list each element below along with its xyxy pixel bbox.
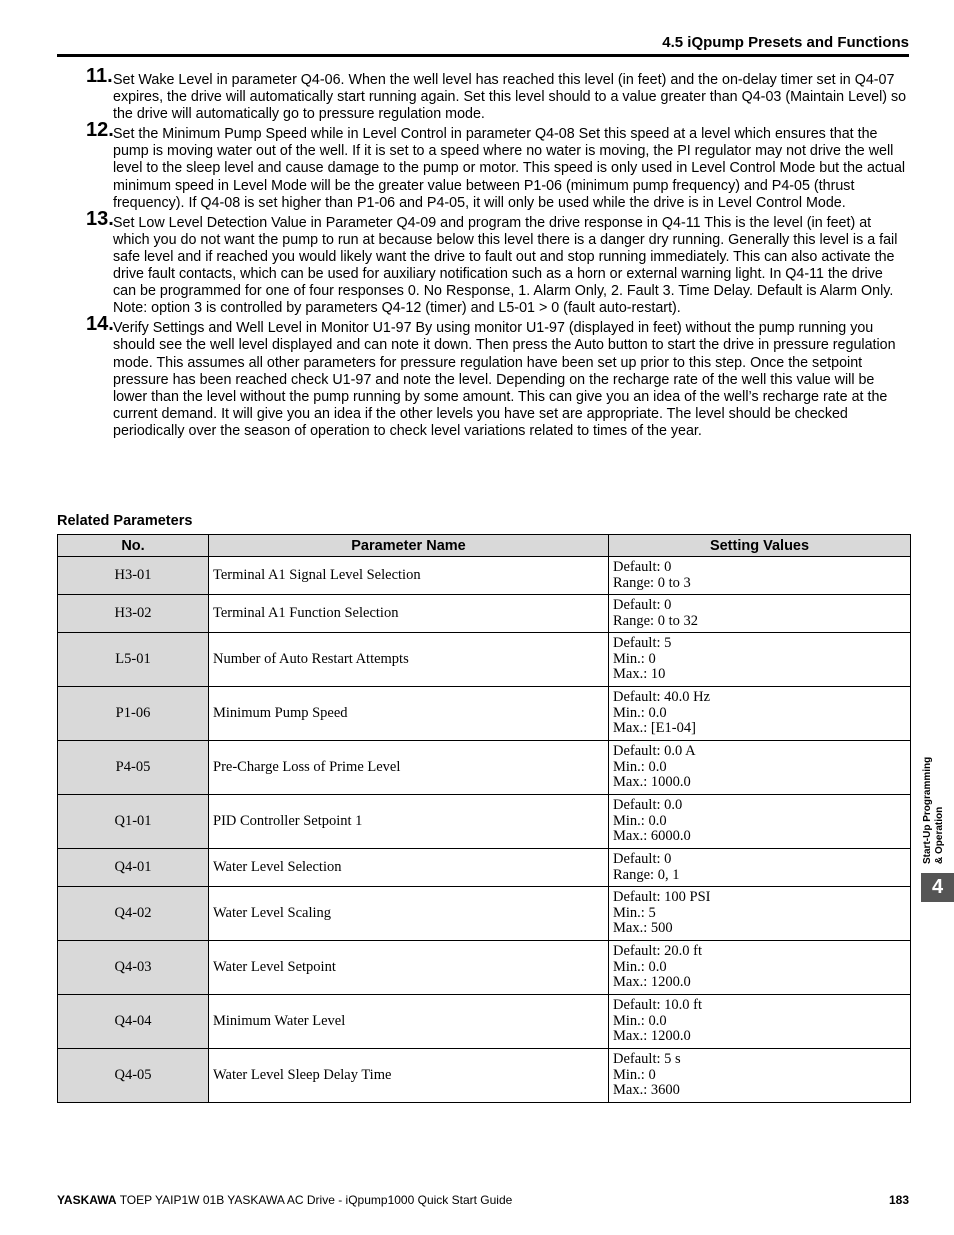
table-row bbox=[58, 687, 911, 741]
parameter-number: L5-01 bbox=[58, 633, 209, 687]
setting-value-line: Default: 40.0 Hz bbox=[613, 688, 711, 705]
setting-value-line: Default: 10.0 ft bbox=[613, 996, 702, 1013]
table-row bbox=[58, 849, 911, 887]
setting-value-line: Min.: 0.0 bbox=[613, 704, 667, 721]
setting-values bbox=[609, 1049, 911, 1103]
table-row bbox=[58, 557, 911, 595]
footer-text: TOEP YAIP1W 01B YASKAWA AC Drive - iQpump1000 Quick Start Guide bbox=[116, 1193, 513, 1207]
table-row bbox=[58, 941, 911, 995]
parameter-name: Minimum Water Level bbox=[209, 995, 609, 1049]
parameter-name: Terminal A1 Signal Level Selection bbox=[209, 557, 609, 595]
table-row bbox=[58, 595, 911, 633]
column-header-no: No. bbox=[58, 535, 209, 557]
parameter-name: PID Controller Setpoint 1 bbox=[209, 795, 609, 849]
step-number: 12. bbox=[86, 119, 114, 142]
setting-values bbox=[609, 595, 911, 633]
parameter-number: P4-05 bbox=[58, 741, 209, 795]
header-rule bbox=[57, 54, 909, 57]
chapter-number-badge: 4 bbox=[921, 873, 954, 902]
setting-value-line: Default: 0.0 A bbox=[613, 742, 696, 759]
step-text: Set Wake Level in parameter Q4-06. When the well level has reached this level (in feet) and the on-delay timer set in Q4-07 expires, the drive will automatically start running again. Set this level should to a value greater than Q4-03 (Maintain Level) so the drive will automatically go to pressure regulation mode. bbox=[113, 72, 907, 123]
parameter-number: Q4-01 bbox=[58, 849, 209, 887]
setting-value-line: Max.: 6000.0 bbox=[613, 828, 691, 845]
setting-values bbox=[609, 887, 911, 941]
setting-value-line: Range: 0, 1 bbox=[613, 866, 680, 883]
setting-values bbox=[609, 557, 911, 595]
parameter-number: P1-06 bbox=[58, 687, 209, 741]
parameter-number: Q4-03 bbox=[58, 941, 209, 995]
parameter-name: Water Level Scaling bbox=[209, 887, 609, 941]
parameter-number: Q1-01 bbox=[58, 795, 209, 849]
setting-values bbox=[609, 795, 911, 849]
step-number: 14. bbox=[86, 313, 114, 336]
table-row bbox=[58, 1049, 911, 1103]
setting-values bbox=[609, 633, 911, 687]
setting-value-line: Max.: 500 bbox=[613, 920, 673, 937]
column-header-setting-values: Setting Values bbox=[609, 535, 911, 557]
setting-value-line: Min.: 0 bbox=[613, 650, 656, 667]
step-item bbox=[57, 119, 909, 211]
step-text: Verify Settings and Well Level in Monitor U1-97 By using monitor U1-97 (displayed in feet) without the pump running you should see the well level displayed and can note it down. Then press the Auto button to start the drive in pressure regulation mode. This assumes all other parameters for pressure regulation have been set up prior to this step. Once the setpoint pressure has been reached check U1-97 and note the level. Depending on the recharge rate of the well this value will be lower than the level without the pump running by some amount. This can give you an idea of the well’s recharge rate at the current demand. It will give you an idea if the other levels you have set are appropriate. The level should be checked periodically over the season of operation to check level variations related to times of the year. bbox=[113, 320, 896, 439]
table-row bbox=[58, 995, 911, 1049]
parameter-number: Q4-04 bbox=[58, 995, 209, 1049]
setting-value-line: Min.: 0 bbox=[613, 1066, 656, 1083]
step-item bbox=[57, 207, 909, 318]
setting-value-line: Default: 100 PSI bbox=[613, 888, 711, 905]
parameter-number: Q4-02 bbox=[58, 887, 209, 941]
step-text: Set Low Level Detection Value in Parameter Q4-09 and program the drive response in Q4-11 This is the level (in feet) at which you do not want the pump to run at because below this level there is a danger dry running. Generally this level is a fail safe level and if reached you would likely want the drive to fault out and stop running immediately. This can also activate the drive fault contacts, which can be used for auxiliary notification such as a horn or external warning light. In Q4-11 the drive can be programmed for one of four responses 0. No Response, 1. Alarm Only, 2. Fault 3. Time Delay. Default is Alarm Only. Note: option 3 is controlled by parameters Q4-12 (timer) and L5-01 > 0 (fault auto-restart). bbox=[113, 214, 898, 317]
related-parameters-title: Related Parameters bbox=[57, 513, 193, 529]
setting-value-line: Default: 0.0 bbox=[613, 796, 683, 813]
setting-value-line: Max.: [E1-04] bbox=[613, 720, 696, 737]
setting-values bbox=[609, 849, 911, 887]
setting-value-line: Min.: 0.0 bbox=[613, 758, 667, 775]
setting-value-line: Min.: 0.0 bbox=[613, 812, 667, 829]
table-row bbox=[58, 633, 911, 687]
side-tab-label bbox=[922, 730, 954, 864]
setting-value-line: Range: 0 to 32 bbox=[613, 612, 698, 629]
setting-values bbox=[609, 995, 911, 1049]
related-parameters-table bbox=[57, 534, 911, 1103]
parameter-name: Minimum Pump Speed bbox=[209, 687, 609, 741]
table-row bbox=[58, 795, 911, 849]
parameter-name: Pre-Charge Loss of Prime Level bbox=[209, 741, 609, 795]
setting-value-line: Max.: 3600 bbox=[613, 1082, 680, 1099]
setting-value-line: Min.: 5 bbox=[613, 904, 656, 921]
parameter-name: Number of Auto Restart Attempts bbox=[209, 633, 609, 687]
setting-value-line: Min.: 0.0 bbox=[613, 958, 667, 975]
setting-values bbox=[609, 687, 911, 741]
parameter-number: H3-02 bbox=[58, 595, 209, 633]
page-number: 183 bbox=[888, 1193, 909, 1207]
setting-value-line: Max.: 10 bbox=[613, 666, 666, 683]
side-tab-line-2: & Operation bbox=[934, 806, 945, 864]
page-header-title: 4.5 iQpump Presets and Functions bbox=[662, 34, 909, 51]
parameter-name: Water Level Setpoint bbox=[209, 941, 609, 995]
step-item bbox=[57, 65, 909, 123]
footer-brand: YASKAWA bbox=[57, 1193, 117, 1207]
setting-value-line: Default: 0 bbox=[613, 558, 672, 575]
setting-values bbox=[609, 741, 911, 795]
footer bbox=[57, 1193, 512, 1207]
setting-value-line: Default: 5 s bbox=[613, 1050, 681, 1067]
chapter-side-tab bbox=[918, 730, 954, 864]
step-text: Set the Minimum Pump Speed while in Level Control in parameter Q4-08 Set this speed at a level which ensures that the pump is moving water out of the well. If it is set to a speed where no water is moving, the PI regulator may not drive the well level to the sleep level and cause damage to the pump or motor. This speed is only used in Level Control Mode but the actual minimum speed in Level Mode will be the greater value between P1-06 (minimum pump frequency) and P4-05 (thrust frequency). If Q4-08 is set higher than P1-06 and P4-05, it will only be used while the drive is in Level Control Mode. bbox=[113, 126, 906, 211]
parameter-name: Terminal A1 Function Selection bbox=[209, 595, 609, 633]
parameter-number: H3-01 bbox=[58, 557, 209, 595]
side-tab-line-1: Start-Up Programming bbox=[922, 756, 933, 864]
table-row bbox=[58, 887, 911, 941]
step-number: 13. bbox=[86, 207, 114, 230]
setting-value-line: Max.: 1000.0 bbox=[613, 774, 691, 791]
parameter-number: Q4-05 bbox=[58, 1049, 209, 1103]
setting-value-line: Default: 0 bbox=[613, 596, 672, 613]
setting-value-line: Max.: 1200.0 bbox=[613, 974, 691, 991]
setting-value-line: Default: 20.0 ft bbox=[613, 942, 702, 959]
setting-value-line: Max.: 1200.0 bbox=[613, 1028, 691, 1045]
setting-value-line: Min.: 0.0 bbox=[613, 1012, 667, 1029]
table-row bbox=[58, 741, 911, 795]
setting-value-line: Default: 0 bbox=[613, 850, 672, 867]
column-header-parameter-name: Parameter Name bbox=[209, 535, 609, 557]
setting-values bbox=[609, 941, 911, 995]
parameter-name: Water Level Selection bbox=[209, 849, 609, 887]
table-header-row bbox=[58, 535, 911, 557]
setting-value-line: Range: 0 to 3 bbox=[613, 574, 691, 591]
parameter-name: Water Level Sleep Delay Time bbox=[209, 1049, 609, 1103]
steps-list bbox=[57, 65, 909, 443]
setting-value-line: Default: 5 bbox=[613, 634, 672, 651]
step-number: 11. bbox=[86, 65, 113, 87]
step-item bbox=[57, 313, 909, 440]
